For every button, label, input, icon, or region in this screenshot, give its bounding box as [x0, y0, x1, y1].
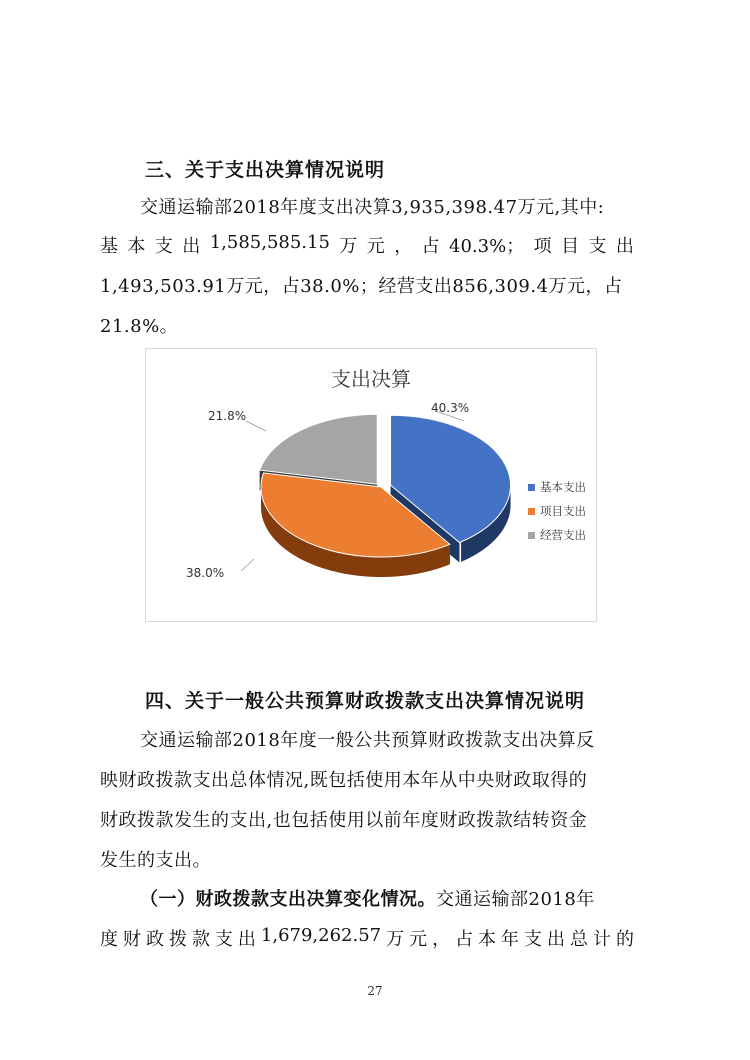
section-3-heading: 三、关于支出决算情况说明 [145, 159, 386, 181]
leader-line-xiangmu [241, 559, 254, 571]
section-3-line-2 [100, 232, 634, 258]
legend-item-jingying [528, 523, 586, 547]
legend-label-jingying: 经营支出 [540, 528, 586, 542]
section-4-line-4: 发生的支出。 [100, 850, 211, 871]
section-4-last-line-token: 度 [100, 929, 118, 950]
section-4-last-line-token: 款 [191, 929, 210, 950]
slice-label-jiben: 40.3% [431, 401, 470, 415]
section-4-line-2: 映财政拨款支出总体情况,既包括使用本年从中央财政取得的 [100, 770, 588, 791]
section-4-last-line-token: 财 [122, 929, 141, 950]
slice-label-jingying: 21.8% [208, 409, 247, 423]
section-3-line-2-token: 基 [100, 236, 118, 257]
section-4-last-line-token: 元 [409, 929, 428, 950]
section-4-last-line-token: 总 [569, 929, 588, 950]
chart-title: 支出决算 [331, 367, 411, 391]
section-4-line-3: 财政拨款发生的支出,也包括使用以前年度财政拨款结转资金 [100, 810, 588, 831]
section-4-last-line-token: 出 [237, 929, 256, 950]
pie-chart-frame [145, 348, 597, 622]
section-3-line-2-token: 本 [127, 236, 146, 257]
section-4-last-line-token: 万 [386, 929, 405, 950]
section-4-last-line-token: 占 [455, 929, 474, 950]
section-3-line-2-token: 目 [561, 236, 580, 257]
section-3-line-4: 21.8%。 [100, 316, 179, 337]
section-4-last-line-token: 的 [615, 929, 634, 950]
chart-legend [528, 475, 586, 547]
section-4-last-line-token: 年 [501, 929, 520, 950]
section-4-last-line-token: 政 [145, 929, 164, 950]
section-3-line-2-token: 40.3%； [449, 236, 525, 257]
section-3-line-2-token: 元 [366, 236, 385, 257]
section-4-last-line-token: 支 [524, 929, 543, 950]
section-3-line-2-token: 占 [421, 236, 440, 257]
section-3-line-2-token: 出 [182, 236, 201, 257]
section-4-sub-line [140, 885, 595, 911]
section-3-line-1: 交通运输部2018年度支出决算3,935,398.47万元,其中: [140, 197, 605, 218]
section-4-line-1: 交通运输部2018年度一般公共预算财政拨款支出决算反 [140, 730, 595, 751]
section-4-last-line-token: 1,679,262.57 [260, 925, 382, 946]
legend-swatch-jingying [528, 532, 535, 539]
section-3-line-2-token: 支 [154, 236, 173, 257]
section-4-last-line-token: 拨 [168, 929, 187, 950]
page-number: 27 [367, 984, 383, 998]
section-4-last-line-token: 本 [478, 929, 497, 950]
section-3-line-2-token: 万 [339, 236, 358, 257]
section-3-line-2-token: 项 [533, 236, 552, 257]
legend-swatch-jiben [528, 484, 535, 491]
slice-label-xiangmu: 38.0% [186, 566, 225, 580]
legend-swatch-xiangmu [528, 508, 535, 515]
legend-label-jiben: 基本支出 [540, 480, 586, 494]
section-4-heading: 四、关于一般公共预算财政拨款支出决算情况说明 [145, 690, 586, 712]
section-4-last-line-token: 支 [214, 929, 233, 950]
legend-item-xiangmu [528, 499, 586, 523]
section-3-line-2-token: ， [394, 236, 413, 257]
section-4-last-line [100, 925, 634, 951]
section-3-line-2-token: 支 [588, 236, 607, 257]
legend-label-xiangmu: 项目支出 [540, 504, 586, 518]
section-4-last-line-token: 出 [547, 929, 565, 950]
section-4-last-line-token: ， [432, 929, 451, 950]
section-3-line-3: 1,493,503.91万元，占38.0%；经营支出856,309.4万元，占 [100, 276, 623, 297]
subsection-1-rest: 交通运输部2018年 [436, 889, 595, 910]
legend-item-jiben [528, 475, 586, 499]
leader-line-jingying [246, 421, 266, 431]
section-3-line-2-token: 出 [615, 236, 634, 257]
subsection-1-lead: （一）财政拨款支出决算变化情况。 [140, 889, 436, 910]
section-4-last-line-token: 计 [592, 929, 611, 950]
section-3-line-2-token: 1,585,585.15 [209, 232, 330, 253]
